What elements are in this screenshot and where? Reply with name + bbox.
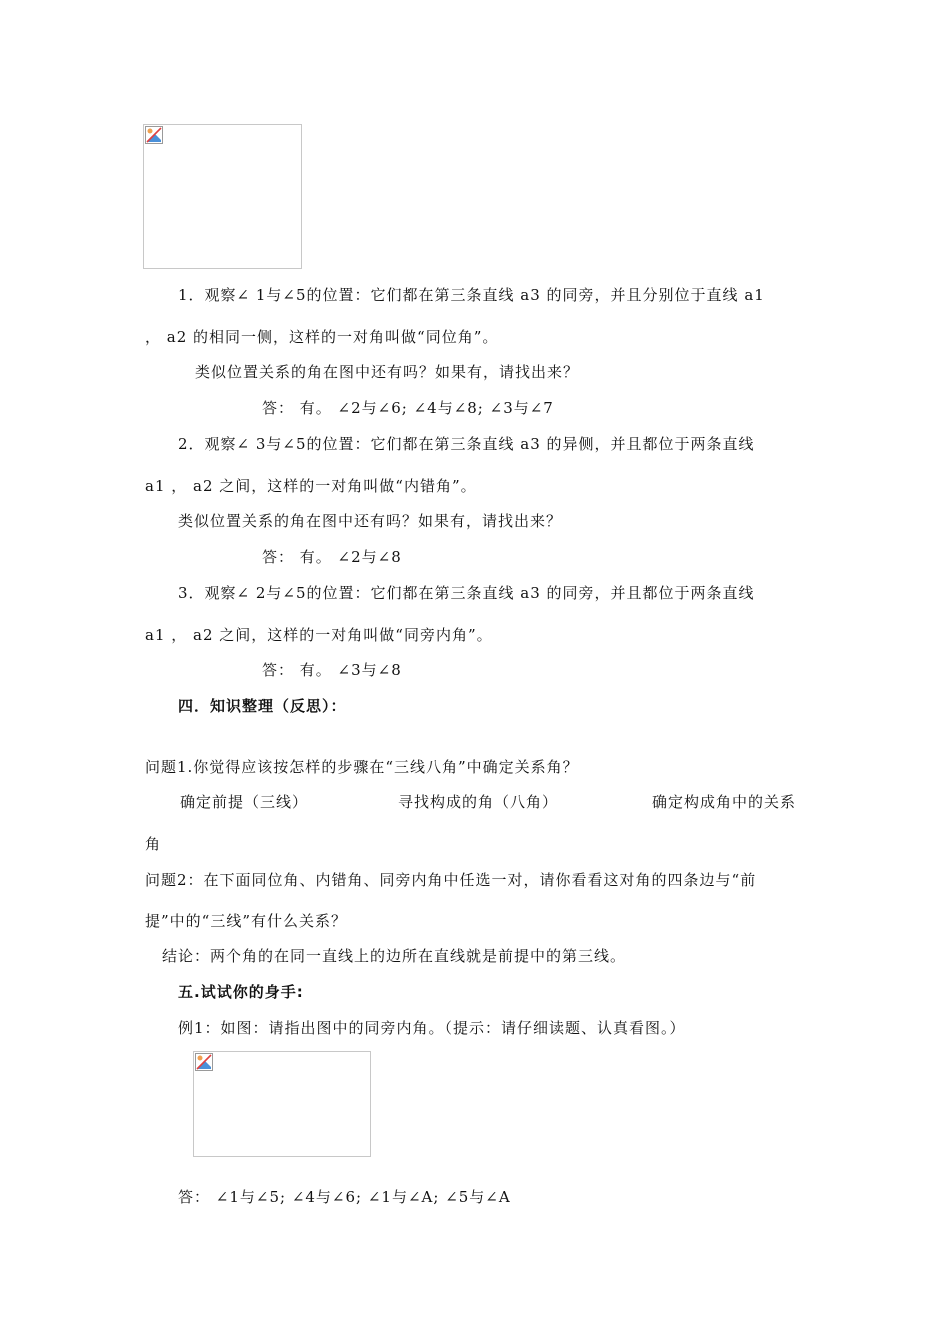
answer-line-1: 答： 有。 ∠2与∠6; ∠4与∠8; ∠3与∠7 xyxy=(262,399,554,417)
step-3: 确定构成角中的关系 xyxy=(652,793,797,811)
text-line-5: 2．观察∠ 3与∠5的位置：它们都在第三条直线 a3 的异侧，并且都位于两条直线 xyxy=(178,435,755,453)
example-1-answer: 答： ∠1与∠5; ∠4与∠6; ∠1与∠A; ∠5与∠A xyxy=(178,1188,511,1206)
conclusion: 结论：两个角的在同一直线上的边所在直线就是前提中的第三线。 xyxy=(162,947,627,965)
text-line-1: 1．观察∠ 1与∠5的位置：它们都在第三条直线 a3 的同旁，并且分别位于直线 a1 xyxy=(178,286,765,304)
figure-2-placeholder xyxy=(193,1051,371,1157)
question-1: 问题1.你觉得应该按怎样的步骤在“三线八角”中确定关系角？ xyxy=(145,758,579,776)
broken-image-icon xyxy=(195,1053,213,1071)
text-line-9: 3．观察∠ 2与∠5的位置：它们都在第三条直线 a3 的同旁，并且都位于两条直线 xyxy=(178,584,755,602)
section-heading-5: 五.试试你的身手: xyxy=(178,983,304,1001)
question-2-line-2: 提”中的“三线”有什么关系？ xyxy=(145,912,348,930)
answer-line-3: 答： 有。 ∠3与∠8 xyxy=(262,661,402,679)
section-heading-4: 四．知识整理（反思）： xyxy=(178,697,347,715)
step-1: 确定前提（三线） xyxy=(180,793,309,811)
step-3-continued: 角 xyxy=(145,835,162,853)
text-line-7: 类似位置关系的角在图中还有吗？如果有，请找出来？ xyxy=(178,512,563,530)
figure-1-placeholder xyxy=(143,124,302,269)
text-line-6: a1 ， a2 之间，这样的一对角叫做“内错角”。 xyxy=(145,477,477,495)
text-line-2: ， a2 的相同一侧，这样的一对角叫做“同位角”。 xyxy=(145,328,499,346)
broken-image-icon xyxy=(145,126,163,144)
step-2: 寻找构成的角（八角） xyxy=(398,793,559,811)
text-line-3: 类似位置关系的角在图中还有吗？如果有，请找出来？ xyxy=(195,363,580,381)
example-1: 例1：如图：请指出图中的同旁内角。（提示：请仔细读题、认真看图。） xyxy=(178,1019,686,1037)
text-line-10: a1 ， a2 之间，这样的一对角叫做“同旁内角”。 xyxy=(145,626,493,644)
question-2-line-1: 问题2：在下面同位角、内错角、同旁内角中任选一对，请你看看这对角的四条边与“前 xyxy=(145,871,757,889)
answer-line-2: 答： 有。 ∠2与∠8 xyxy=(262,548,402,566)
